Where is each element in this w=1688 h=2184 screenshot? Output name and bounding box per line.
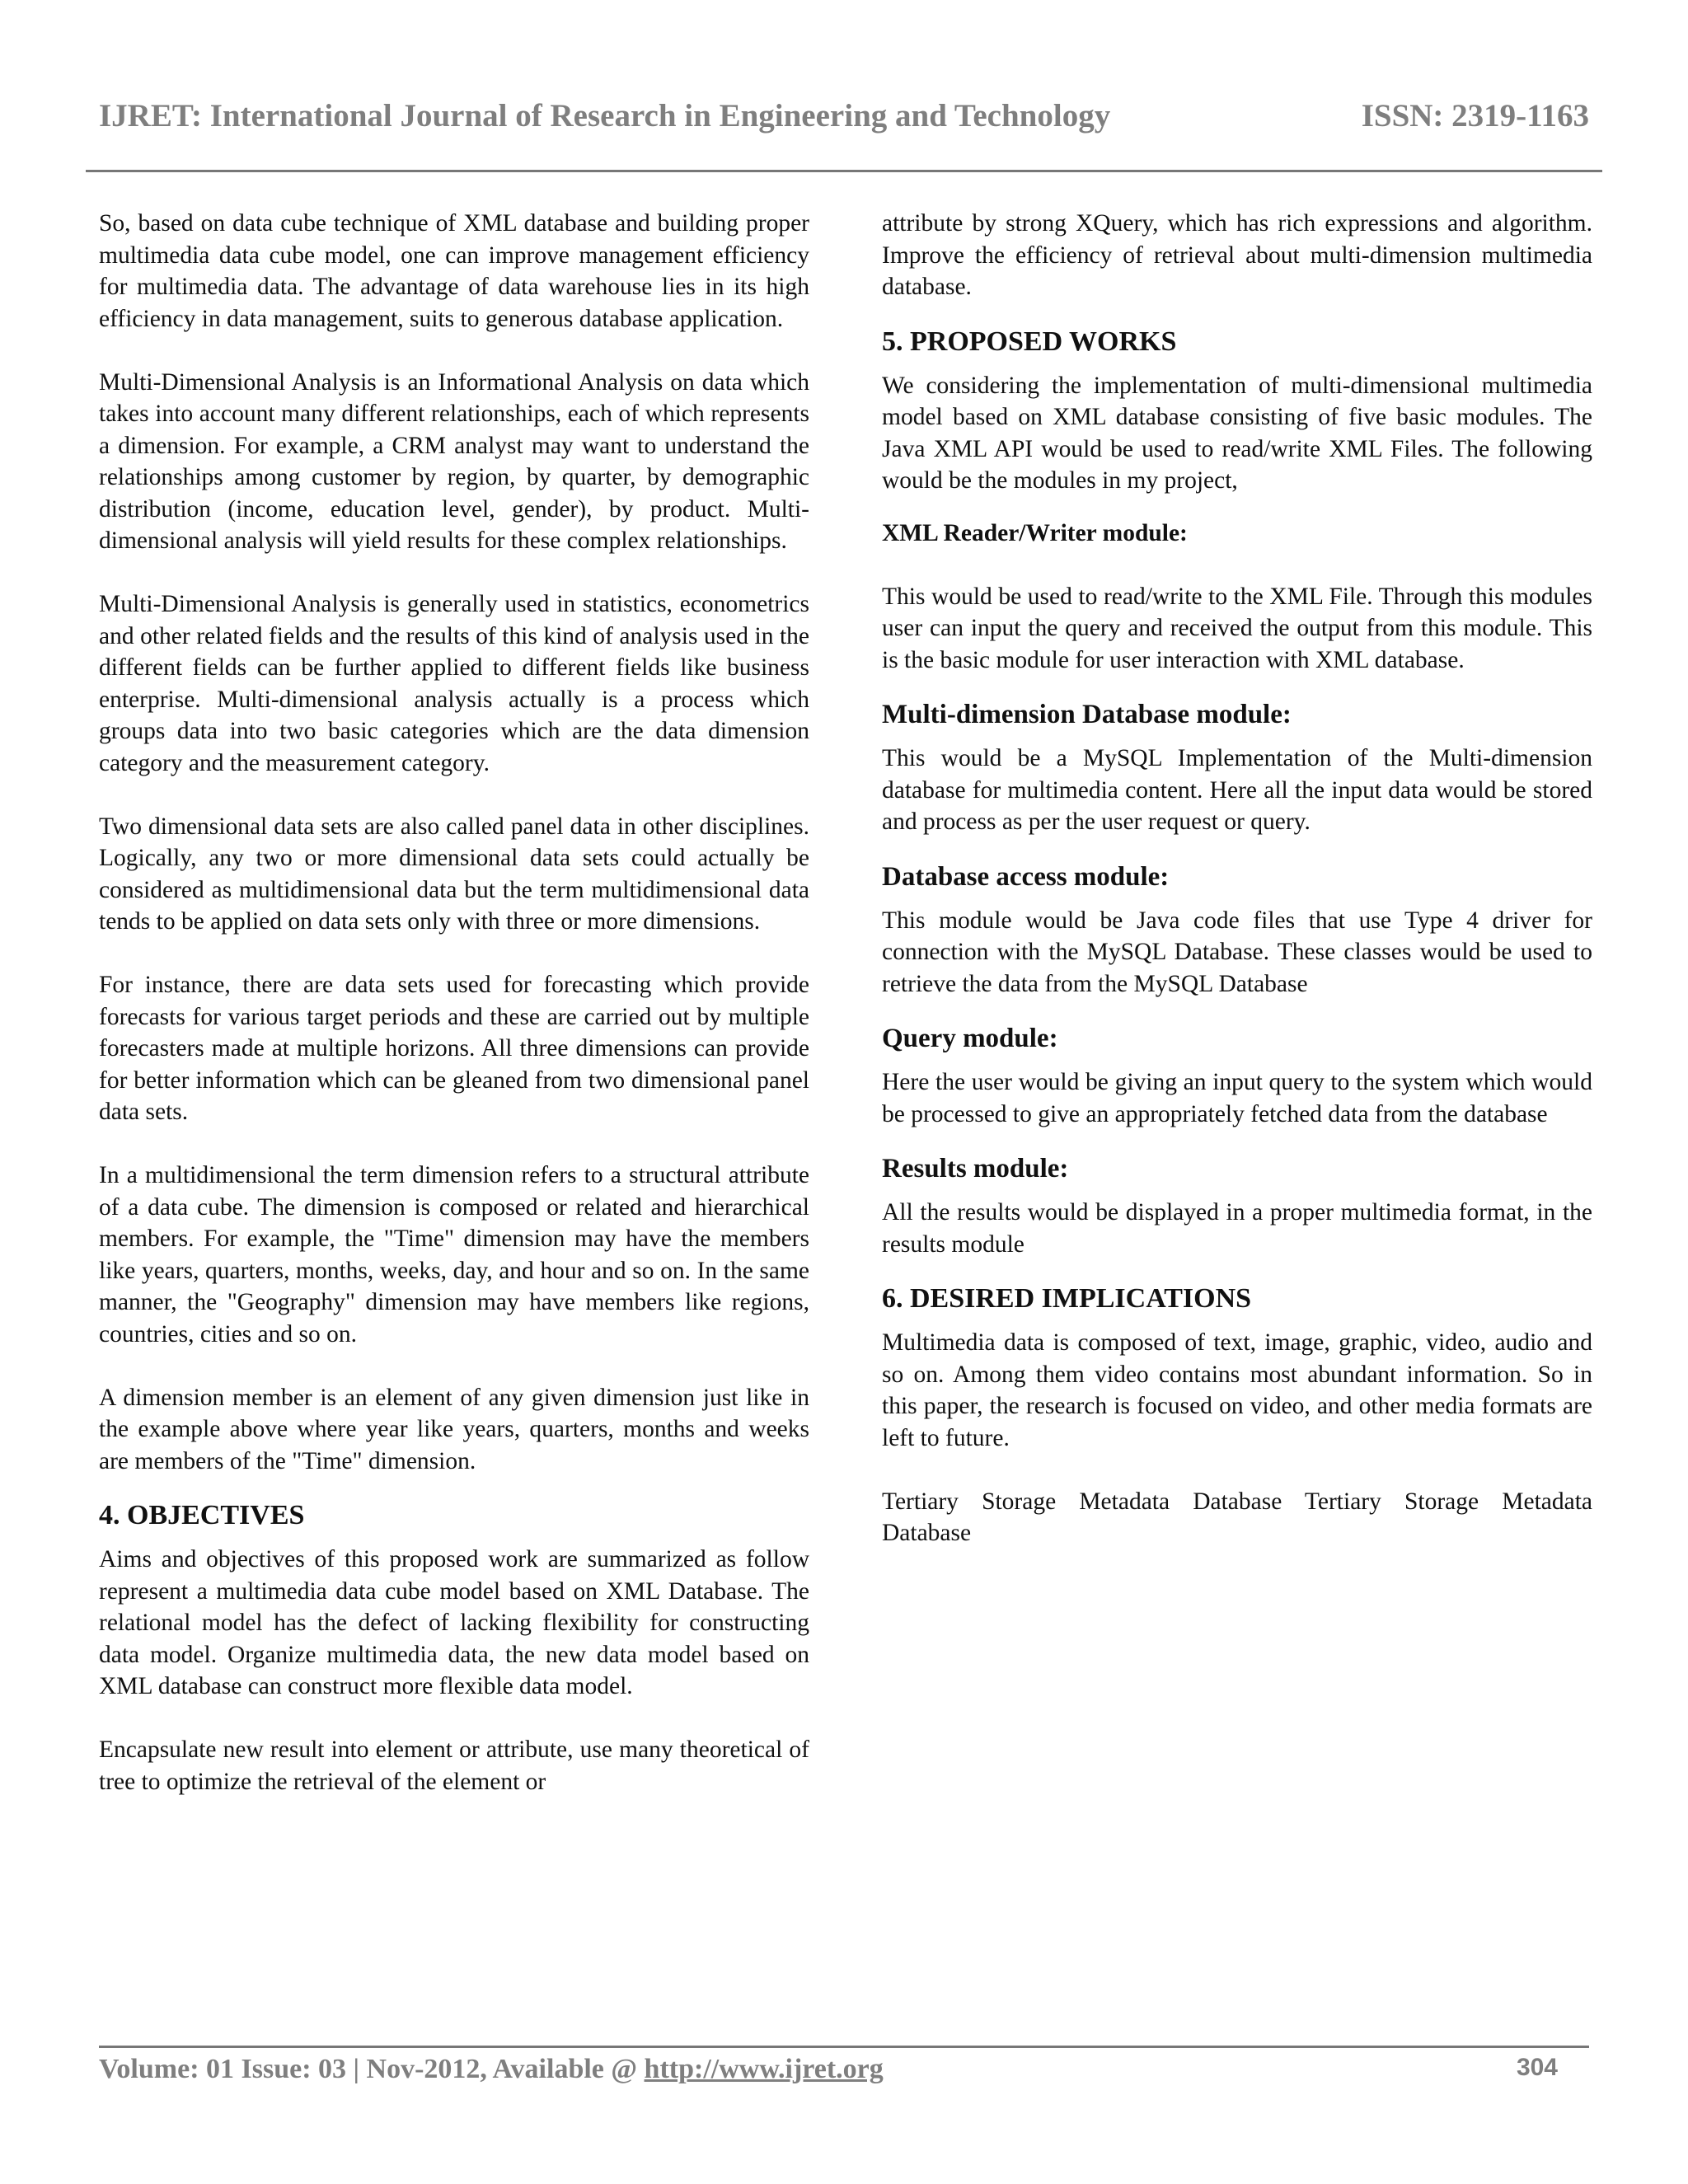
- footer-volume-text: Volume: 01 Issue: 03 | Nov-2012, Available @: [99, 2054, 645, 2084]
- section-heading-desired-implications: 6. DESIRED IMPLICATIONS: [882, 1283, 1252, 1314]
- section-heading-proposed-works: 5. PROPOSED WORKS: [882, 326, 1177, 357]
- paragraph: Multi-Dimensional Analysis is generally used in statistics, econometrics and other related fields and the results of this kind of analysis used in the different fields can be further applied to different fields like business enterprise. Multi-dimensional analysis actually is a process which groups data into two basic categories which are the data dimension category and the measurement category.: [99, 591, 809, 776]
- paragraph: Tertiary Storage Metadata Database Tertiary Storage Metadata Database: [882, 1488, 1592, 1546]
- paragraph: This would be used to read/write to the XML File. Through this modules user can input the query and received the output from this module. This is the basic module for user interaction with XML database.: [882, 583, 1592, 673]
- page-number: 304: [1516, 2054, 1558, 2081]
- issn-label: ISSN: 2319-1163: [1361, 98, 1589, 134]
- paragraph: Multimedia data is composed of text, image, graphic, video, audio and so on. Among them video contains most abundant information. So in this paper, the research is focused on video, and other media formats are left to future.: [882, 1329, 1592, 1451]
- paragraph: In a multidimensional the term dimension refers to a structural attribute of a data cube. The dimension is composed or related and hierarchical members. For example, the "Time" dimension may have the members like years, quarters, months, weeks, day, and hour and so on. In the same manner, the "Geography" dimension may have members like regions, countries, cities and so on.: [99, 1162, 809, 1347]
- footer-volume-info: [99, 2054, 884, 2085]
- subheading-database-access: Database access module:: [882, 861, 1170, 892]
- left-column: [99, 208, 809, 1830]
- footer-divider: [99, 2046, 1589, 2048]
- section-heading-objectives: 4. OBJECTIVES: [99, 1500, 305, 1530]
- paragraph: This would be a MySQL Implementation of the Multi-dimension database for multimedia content. Here all the input data would be stored and process as per the user request or query.: [882, 745, 1592, 835]
- paragraph: All the results would be displayed in a proper multimedia format, in the results module: [882, 1199, 1592, 1258]
- paragraph: Encapsulate new result into element or attribute, use many theoretical of tree to optimize the retrieval of the element or: [99, 1736, 809, 1795]
- journal-url-link[interactable]: http://www.ijret.org: [644, 2054, 884, 2084]
- subheading-results-module: Results module:: [882, 1154, 1069, 1183]
- subheading-query-module: Query module:: [882, 1024, 1058, 1053]
- paragraph: A dimension member is an element of any given dimension just like in the example above where year like years, quarters, months and weeks are members of the "Time" dimension.: [99, 1384, 809, 1474]
- page-header: [99, 97, 1589, 147]
- paragraph: Two dimensional data sets are also called panel data in other disciplines. Logically, any two or more dimensional data sets could actually be considered as multidimensional data but the term multidimensional data tends to be applied on data sets only with three or more dimensions.: [99, 813, 809, 935]
- subheading-xml-reader-writer: XML Reader/Writer module:: [882, 519, 1188, 546]
- paragraph: We considering the implementation of multi-dimensional multimedia model based on XML database consisting of five basic modules. The Java XML API would be used to read/write XML Files. The following would be the modules in my project,: [882, 372, 1592, 494]
- right-column: [882, 208, 1592, 1581]
- paragraph: Aims and objectives of this proposed work are summarized as follow represent a multimedia data cube model based on XML Database. The relational model has the defect of lacking flexibility for constructing data model. Organize multimedia data, the new data model based on XML database can construct more flexible data model.: [99, 1546, 809, 1699]
- paragraph: For instance, there are data sets used for forecasting which provide forecasts for various target periods and these are carried out by multiple forecasters made at multiple horizons. All three dimensions can provide for better information which can be gleaned from two dimensional panel data sets.: [99, 972, 809, 1125]
- paragraph: Multi-Dimensional Analysis is an Informational Analysis on data which takes into account many different relationships, each of which represents a dimension. For example, a CRM analyst may want to understand the relationships among customer by region, by quarter, by demographic distribution (income, education level, gender), by product. Multi-dimensional analysis will yield results for these complex relationships.: [99, 368, 809, 554]
- paragraph: This module would be Java code files that use Type 4 driver for connection with the MySQL Database. These classes would be used to retrieve the data from the MySQL Database: [882, 907, 1592, 997]
- paragraph: attribute by strong XQuery, which has rich expressions and algorithm. Improve the efficiency of retrieval about multi-dimension multimedia database.: [882, 210, 1592, 300]
- paragraph: So, based on data cube technique of XML database and building proper multimedia data cube model, one can improve management efficiency for multimedia data. The advantage of data warehouse lies in its high efficiency in data management, suits to generous database application.: [99, 210, 809, 332]
- subheading-multi-dimension-database: Multi-dimension Database module:: [882, 700, 1292, 729]
- paragraph: Here the user would be giving an input query to the system which would be processed to give an appropriately fetched data from the database: [882, 1069, 1592, 1127]
- journal-title: IJRET: International Journal of Research in Engineering and Technology: [99, 98, 1111, 134]
- page-footer: [99, 2054, 1558, 2095]
- header-divider: [86, 170, 1602, 172]
